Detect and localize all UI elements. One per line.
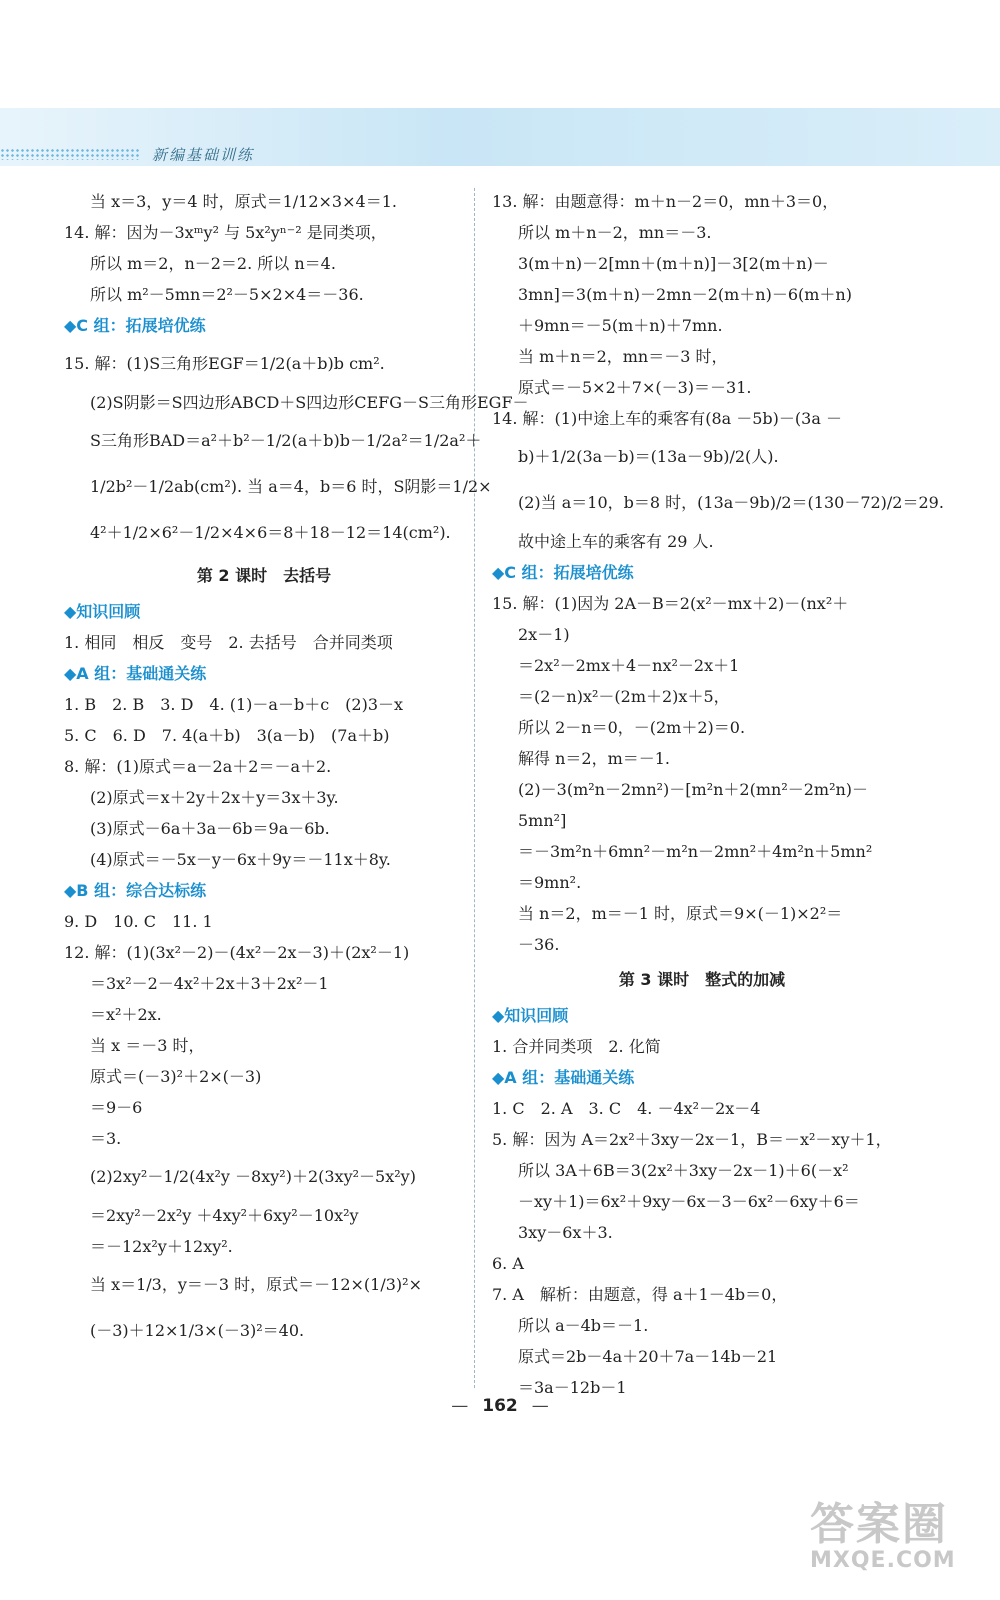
answer-line: (2)原式＝x＋2y＋2x＋y＝3x＋3y. [90,788,339,807]
answer-line: 1. B 2. B 3. D 4. (1)－a－b＋c (2)3－x [64,695,404,714]
answer-line: (2)－3(m²n－2mn²)－[m²n＋2(mn²－2m²n)－ [518,780,869,799]
page-dash-right: — [531,1396,549,1416]
answer-line: (2)当 a＝10，b＝8 时，(13a－9b)/2＝(130－72)/2＝29. [518,493,944,512]
answer-line: 6. A [492,1254,524,1273]
answer-line: 15. 解：(1)因为 2A－B＝2(x²－mx＋2)－(nx²＋ [492,594,849,613]
answer-line: 原式＝2b－4a＋20＋7a－14b－21 [518,1347,778,1366]
answer-line: 3mn]＝3(m＋n)－2mn－2(m＋n)－6(m＋n) [518,285,852,304]
answer-line: 所以 2－n＝0，－(2m＋2)＝0. [518,718,746,737]
answer-line: 12. 解：(1)(3x²－2)－(4x²－2x－3)＋(2x²－1) [64,943,410,962]
header-banner [0,108,1000,166]
answer-line: 1. C 2. A 3. C 4. －4x²－2x－4 [492,1099,761,1118]
answer-line: ＝3a－12b－1 [518,1378,627,1397]
answer-line: 5. 解：因为 A＝2x²＋3xy－2x－1，B＝－x²－xy＋1， [492,1130,892,1149]
right-column [492,186,944,1403]
answer-line: 3(m＋n)－2[mn＋(m＋n)]－3[2(m＋n)－ [518,254,829,273]
banner-dots [0,148,140,160]
answer-line: (2)S阴影＝S四边形ABCD＋S四边形CEFG－S三角形EGF－ [90,393,529,412]
answer-line: ＝9－6 [90,1098,143,1117]
answer-line: 5mn²] [518,811,567,830]
section-heading: ◆C 组：拓展培优练 [492,563,634,582]
lesson-title: 第 3 课时 整式的加减 [618,970,786,989]
section-heading: ◆知识回顾 [492,1006,569,1025]
answer-line: 当 x＝1/3，y＝－3 时，原式＝－12×(1/3)²× [90,1275,422,1294]
answer-line: 4²＋1/2×6²－1/2×4×6＝8＋18－12＝14(cm²). [90,523,451,542]
answer-line: 14. 解：(1)中途上车的乘客有(8a －5b)－(3a － [492,409,842,428]
answer-line: 当 x ＝－3 时， [90,1036,205,1055]
section-heading: ◆C 组：拓展培优练 [64,316,206,335]
answer-line: 所以 m＝2，n－2＝2. 所以 n＝4. [90,254,336,273]
answer-line: 3xy－6x＋3. [518,1223,613,1242]
section-heading: ◆B 组：综合达标练 [64,881,207,900]
answer-line: (3)原式－6a＋3a－6b＝9a－6b. [90,819,330,838]
answer-line: S三角形BAD＝a²＋b²－1/2(a＋b)b－1/2a²＝1/2a²＋ [90,431,482,450]
answer-line: ＝x²＋2x. [90,1005,162,1024]
answer-line: －xy＋1)＝6x²＋9xy－6x－3－6x²－6xy＋6＝ [518,1192,860,1211]
answer-line: 1. 相同 相反 变号 2. 去括号 合并同类项 [64,633,393,652]
page-number [0,1396,1000,1416]
answer-line: ＝2x²－2mx＋4－nx²－2x＋1 [518,656,740,675]
answer-line: 1. 合并同类项 2. 化简 [492,1037,661,1056]
watermark [810,1488,980,1588]
answer-line: ＝(2－n)x²－(2m＋2)x＋5， [518,687,730,706]
answer-line: 当 m＋n＝2，mn＝－3 时， [518,347,728,366]
answer-line: 解得 n＝2，m＝－1. [518,749,671,768]
answer-line: ＝2xy²－2x²y ＋4xy²＋6xy²－10x²y [90,1206,359,1225]
answer-line: 当 x＝3，y＝4 时，原式＝1/12×3×4＝1. [90,192,397,211]
answer-line: ＝9mn². [518,873,582,892]
answer-line: 故中途上车的乘客有 29 人. [518,532,714,551]
answer-line: 当 n＝2，m＝－1 时，原式＝9×(－1)×2²＝ [518,904,843,923]
book-series-title: 新编基础训练 [152,146,255,164]
answer-line: 所以 3A＋6B＝3(2x²＋3xy－2x－1)＋6(－x² [518,1161,849,1180]
answer-line: 14. 解：因为－3xᵐy² 与 5x²yⁿ⁻² 是同类项， [64,223,387,242]
answer-line: ＝－12x²y＋12xy². [90,1237,233,1256]
lesson-title: 第 2 课时 去括号 [196,566,332,585]
answer-line: ＝3. [90,1129,122,1148]
section-heading: ◆A 组：基础通关练 [492,1068,635,1087]
answer-line: (2)2xy²－1/2(4x²y －8xy²)＋2(3xy²－5x²y) [90,1167,416,1186]
column-divider [474,188,475,1388]
answer-line: ＝－3m²n＋6mn²－m²n－2mn²＋4m²n＋5mn² [518,842,873,861]
answer-line: 9. D 10. C 11. 1 [64,912,213,931]
left-column [64,186,529,1354]
answer-line: 13. 解：由题意得：m＋n－2＝0，mn＋3＝0， [492,192,839,211]
answer-line: 原式＝(－3)²＋2×(－3) [90,1067,262,1086]
watermark-url: MXQE.COM [810,1548,956,1573]
answer-line: (4)原式＝－5x－y－6x＋9y＝－11x＋8y. [90,850,391,869]
section-heading: ◆知识回顾 [64,602,141,621]
watermark-logo-text: 答案圈 [810,1499,948,1550]
page-dash-left: — [451,1396,469,1416]
answer-line: 8. 解：(1)原式＝a－2a＋2＝－a＋2. [64,757,332,776]
page-number-value: 162 [482,1396,518,1416]
answer-line: 2x－1) [518,625,570,644]
answer-line: －36. [518,935,560,954]
answer-line: 1/2b²－1/2ab(cm²). 当 a＝4，b＝6 时，S阴影＝1/2× [90,477,492,496]
answer-line: ＋9mn＝－5(m＋n)＋7mn. [518,316,723,335]
answer-line: ＝3x²－2－4x²＋2x＋3＋2x²－1 [90,974,329,993]
section-heading: ◆A 组：基础通关练 [64,664,207,683]
answer-line: 所以 a－4b＝－1. [518,1316,649,1335]
answer-line: (－3)＋12×1/3×(－3)²＝40. [90,1321,305,1340]
answer-line: 原式＝－5×2＋7×(－3)＝－31. [518,378,752,397]
answer-line: 所以 m＋n－2，mn＝－3. [518,223,712,242]
answer-line: 所以 m²－5mn＝2²－5×2×4＝－36. [90,285,364,304]
answer-line: 7. A 解析：由题意，得 a＋1－4b＝0， [492,1285,788,1304]
answer-line: 15. 解：(1)S三角形EGF＝1/2(a＋b)b cm². [64,354,385,373]
answer-line: b)＋1/2(3a－b)＝(13a－9b)/2(人). [518,447,779,466]
answer-line: 5. C 6. D 7. 4(a＋b) 3(a－b) (7a＋b) [64,726,390,745]
